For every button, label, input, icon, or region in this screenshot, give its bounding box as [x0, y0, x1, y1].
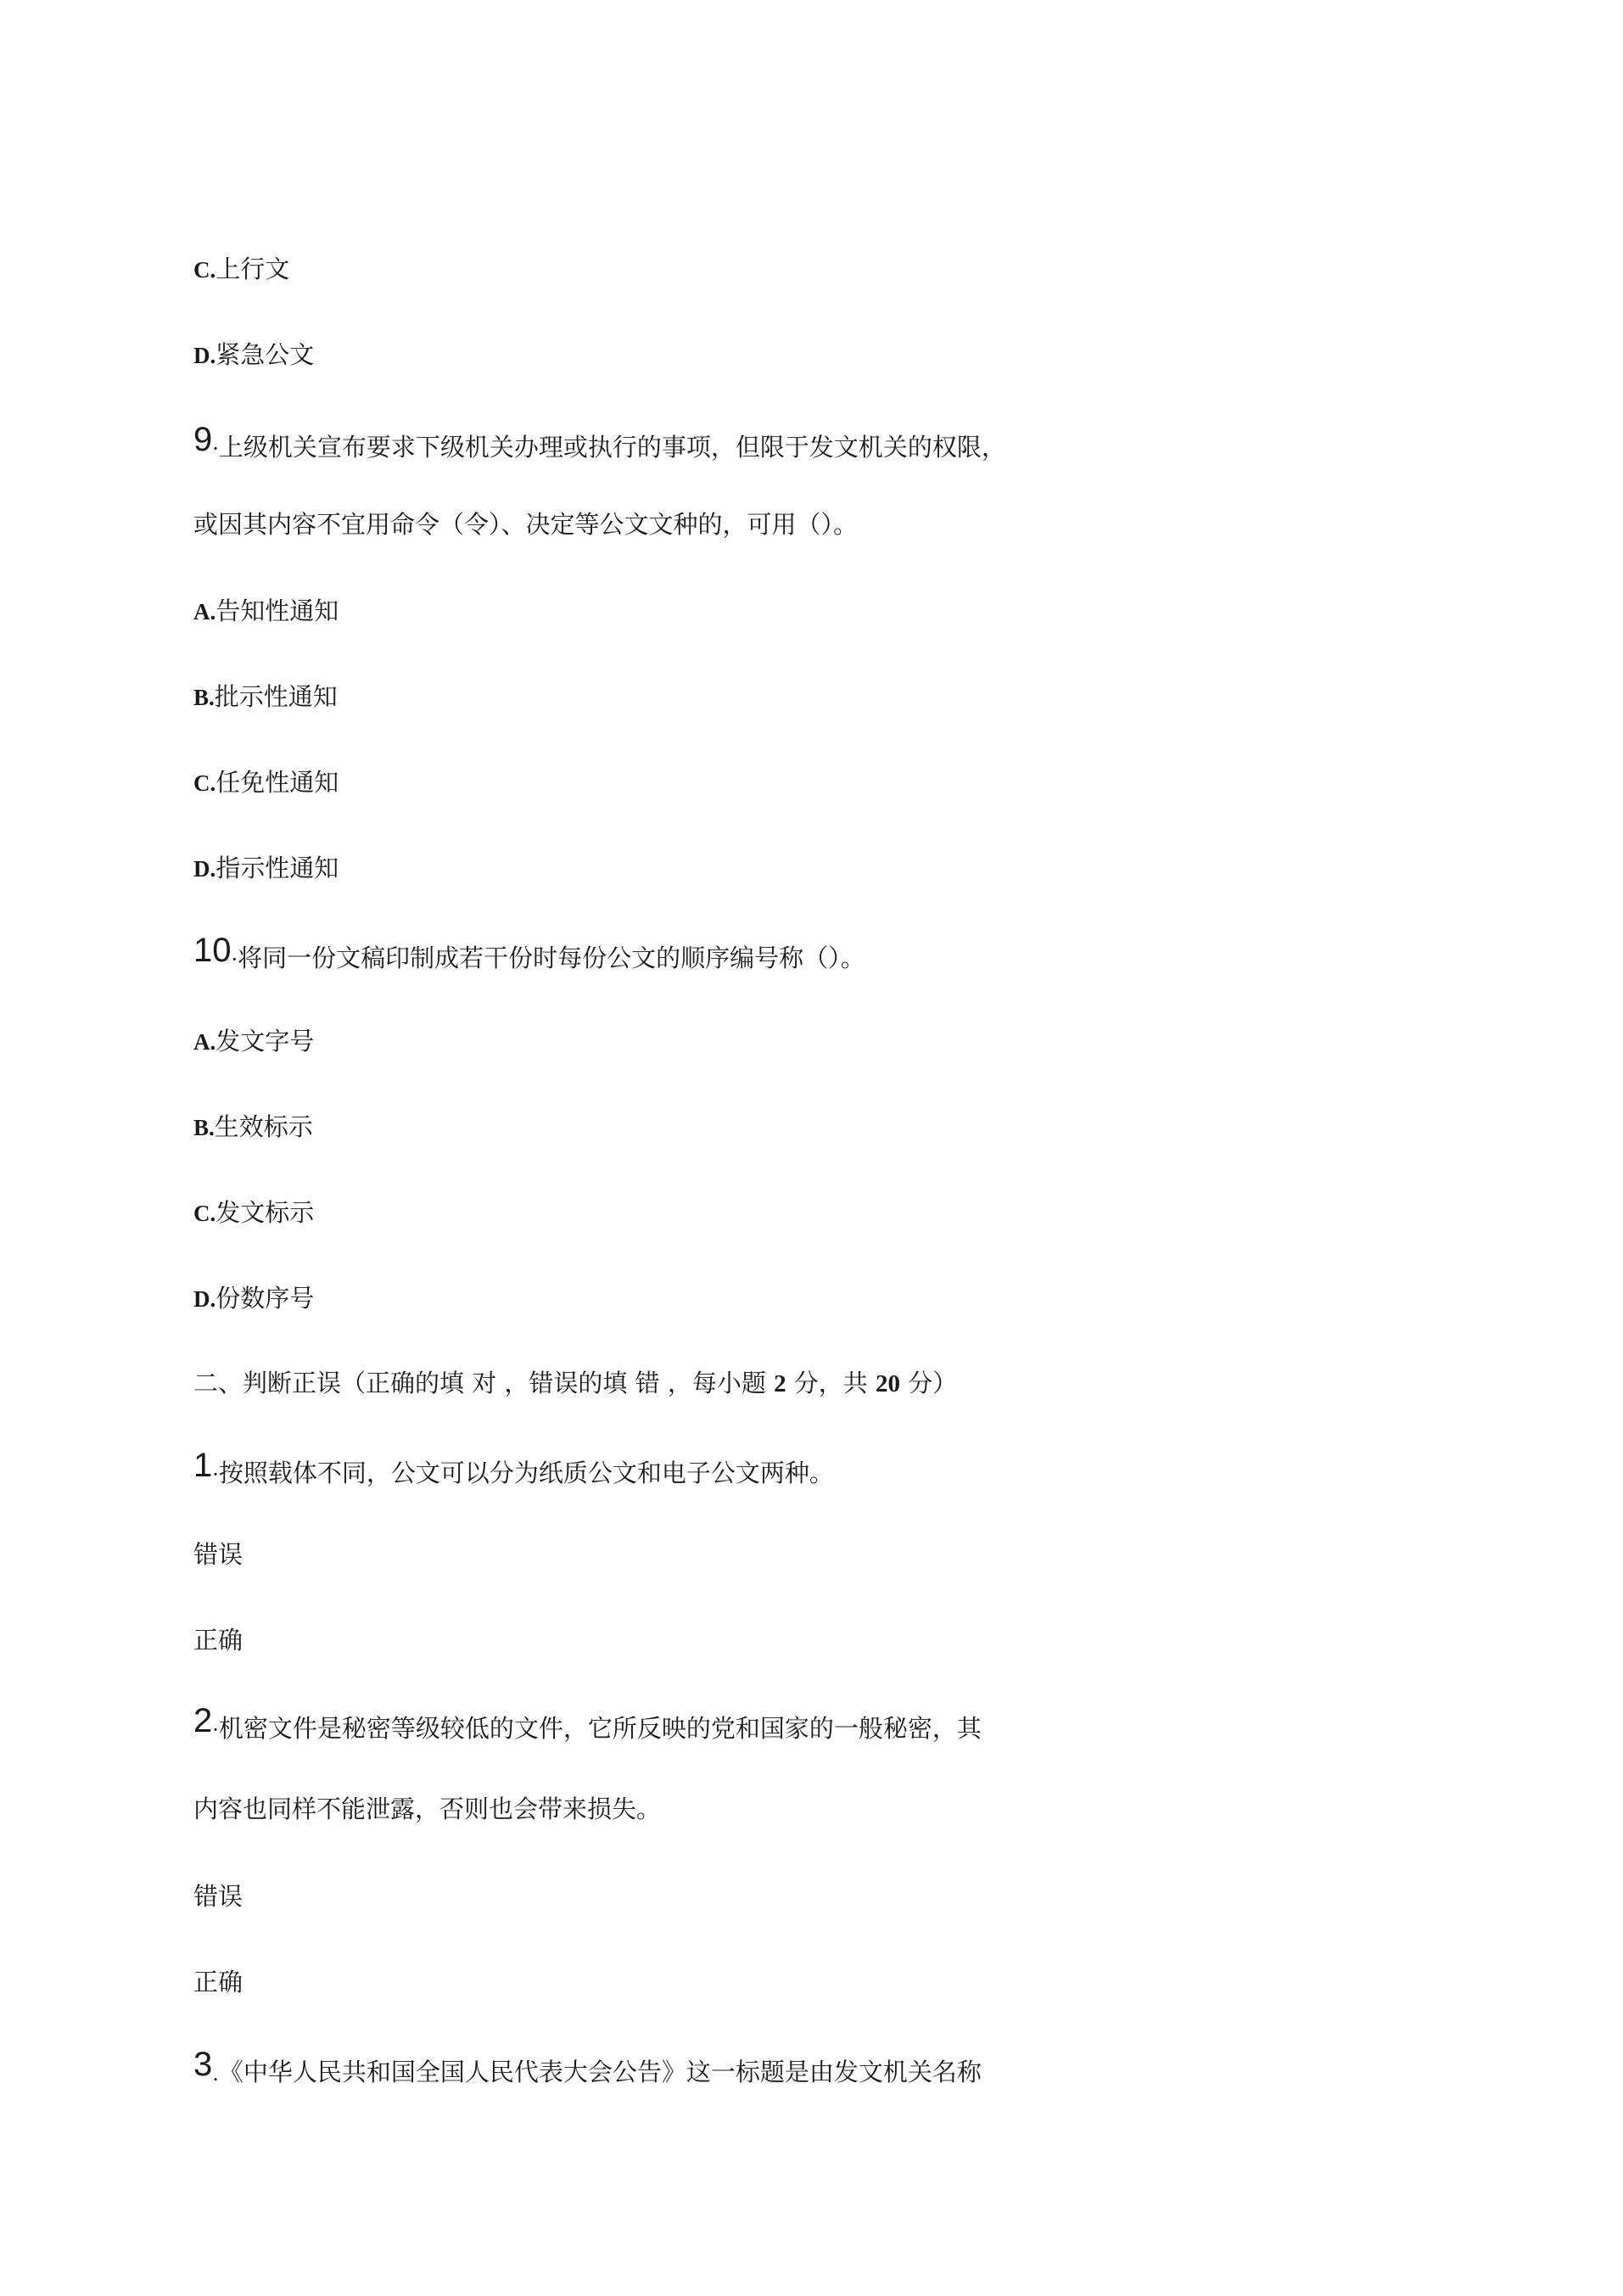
- question-number: 1: [193, 1447, 213, 1484]
- option-text: 发文标示: [215, 1198, 315, 1227]
- option-letter: D.: [193, 343, 216, 368]
- question-text: 机密文件是秘密等级较低的文件，它所反映的党和国家的一般秘密，其: [218, 1714, 982, 1743]
- tf2-option-wrong: [193, 1879, 243, 1913]
- q9-option-b: [193, 680, 338, 714]
- option-text: 发文字号: [215, 1027, 315, 1056]
- q9-option-d: [193, 851, 339, 886]
- tf2-stem-line1: [193, 1702, 982, 1747]
- question-dot: .: [212, 2062, 219, 2086]
- question-number: 10: [193, 932, 232, 969]
- tf1-option-right: [193, 1623, 243, 1657]
- option-text: 指示性通知: [215, 854, 339, 882]
- option-text: 错误: [193, 1540, 243, 1569]
- option-letter: D.: [193, 1286, 216, 1312]
- option-letter: A.: [193, 599, 216, 624]
- question-dot: ·: [212, 437, 219, 461]
- heading-number: 20: [876, 1370, 901, 1397]
- question-number: 9: [193, 421, 213, 458]
- option-text: 任免性通知: [215, 768, 339, 797]
- heading-text: 分）: [900, 1369, 958, 1397]
- option-text: 正确: [193, 1626, 243, 1655]
- option-letter: C.: [193, 257, 216, 283]
- q10-option-d: [193, 1281, 314, 1316]
- q9-option-c: [193, 765, 339, 800]
- option-text: 批示性通知: [214, 682, 338, 711]
- question-dot: ·: [212, 1463, 219, 1487]
- q8-option-d: [193, 338, 314, 372]
- q10-stem-line1: [193, 932, 865, 977]
- question-text: 《中华人民共和国全国人民代表大会公告》这一标题是由发文机关名称: [218, 2058, 982, 2086]
- tf3-stem-line1: [193, 2046, 982, 2091]
- tf2-stem-line2: [193, 1792, 661, 1826]
- question-text: 内容也同样不能泄露，否则也会带来损失。: [193, 1795, 662, 1823]
- q9-option-a: [193, 594, 339, 629]
- q9-stem-line2: [193, 507, 858, 541]
- q10-option-c: [193, 1196, 314, 1230]
- option-text: 生效标示: [214, 1112, 313, 1141]
- tf1-option-wrong: [193, 1537, 243, 1571]
- heading-number: 2: [774, 1370, 786, 1397]
- option-text: 正确: [193, 1968, 243, 1996]
- option-text: 上行文: [215, 255, 290, 283]
- question-number: 3: [193, 2046, 213, 2083]
- section2-heading: [193, 1366, 957, 1401]
- option-letter: D.: [193, 856, 216, 882]
- heading-text: 分，共: [786, 1369, 876, 1397]
- q10-option-b: [193, 1110, 313, 1145]
- heading-text: 二、判断正误（正确的填 对 ，错误的填 错 ，每小题: [193, 1369, 775, 1397]
- question-text: 按照载体不同，公文可以分为纸质公文和电子公文两种。: [218, 1459, 834, 1487]
- question-text: 上级机关宣布要求下级机关办理或执行的事项，但限于发文机关的权限，: [218, 433, 1006, 462]
- question-text: 或因其内容不宜用命令（令）、决定等公文文种的，可用（）。: [193, 510, 859, 539]
- question-text: 将同一份文稿印制成若干份时每份公文的顺序编号称（）。: [238, 944, 865, 972]
- tf1-stem-line1: [193, 1447, 834, 1492]
- tf2-option-right: [193, 1965, 243, 1999]
- question-dot: ·: [231, 948, 238, 972]
- question-dot: ·: [212, 1718, 219, 1742]
- option-letter: B.: [193, 685, 215, 710]
- option-text: 紧急公文: [215, 340, 315, 369]
- option-letter: C.: [193, 770, 216, 796]
- option-letter: A.: [193, 1029, 216, 1055]
- q10-option-a: [193, 1024, 314, 1059]
- option-text: 告知性通知: [215, 596, 339, 625]
- q9-stem-line1: [193, 421, 1006, 466]
- option-letter: C.: [193, 1201, 216, 1226]
- option-text: 份数序号: [215, 1284, 315, 1313]
- option-text: 错误: [193, 1882, 243, 1911]
- option-letter: B.: [193, 1115, 215, 1140]
- q8-option-c: [193, 252, 289, 287]
- question-number: 2: [193, 1702, 213, 1739]
